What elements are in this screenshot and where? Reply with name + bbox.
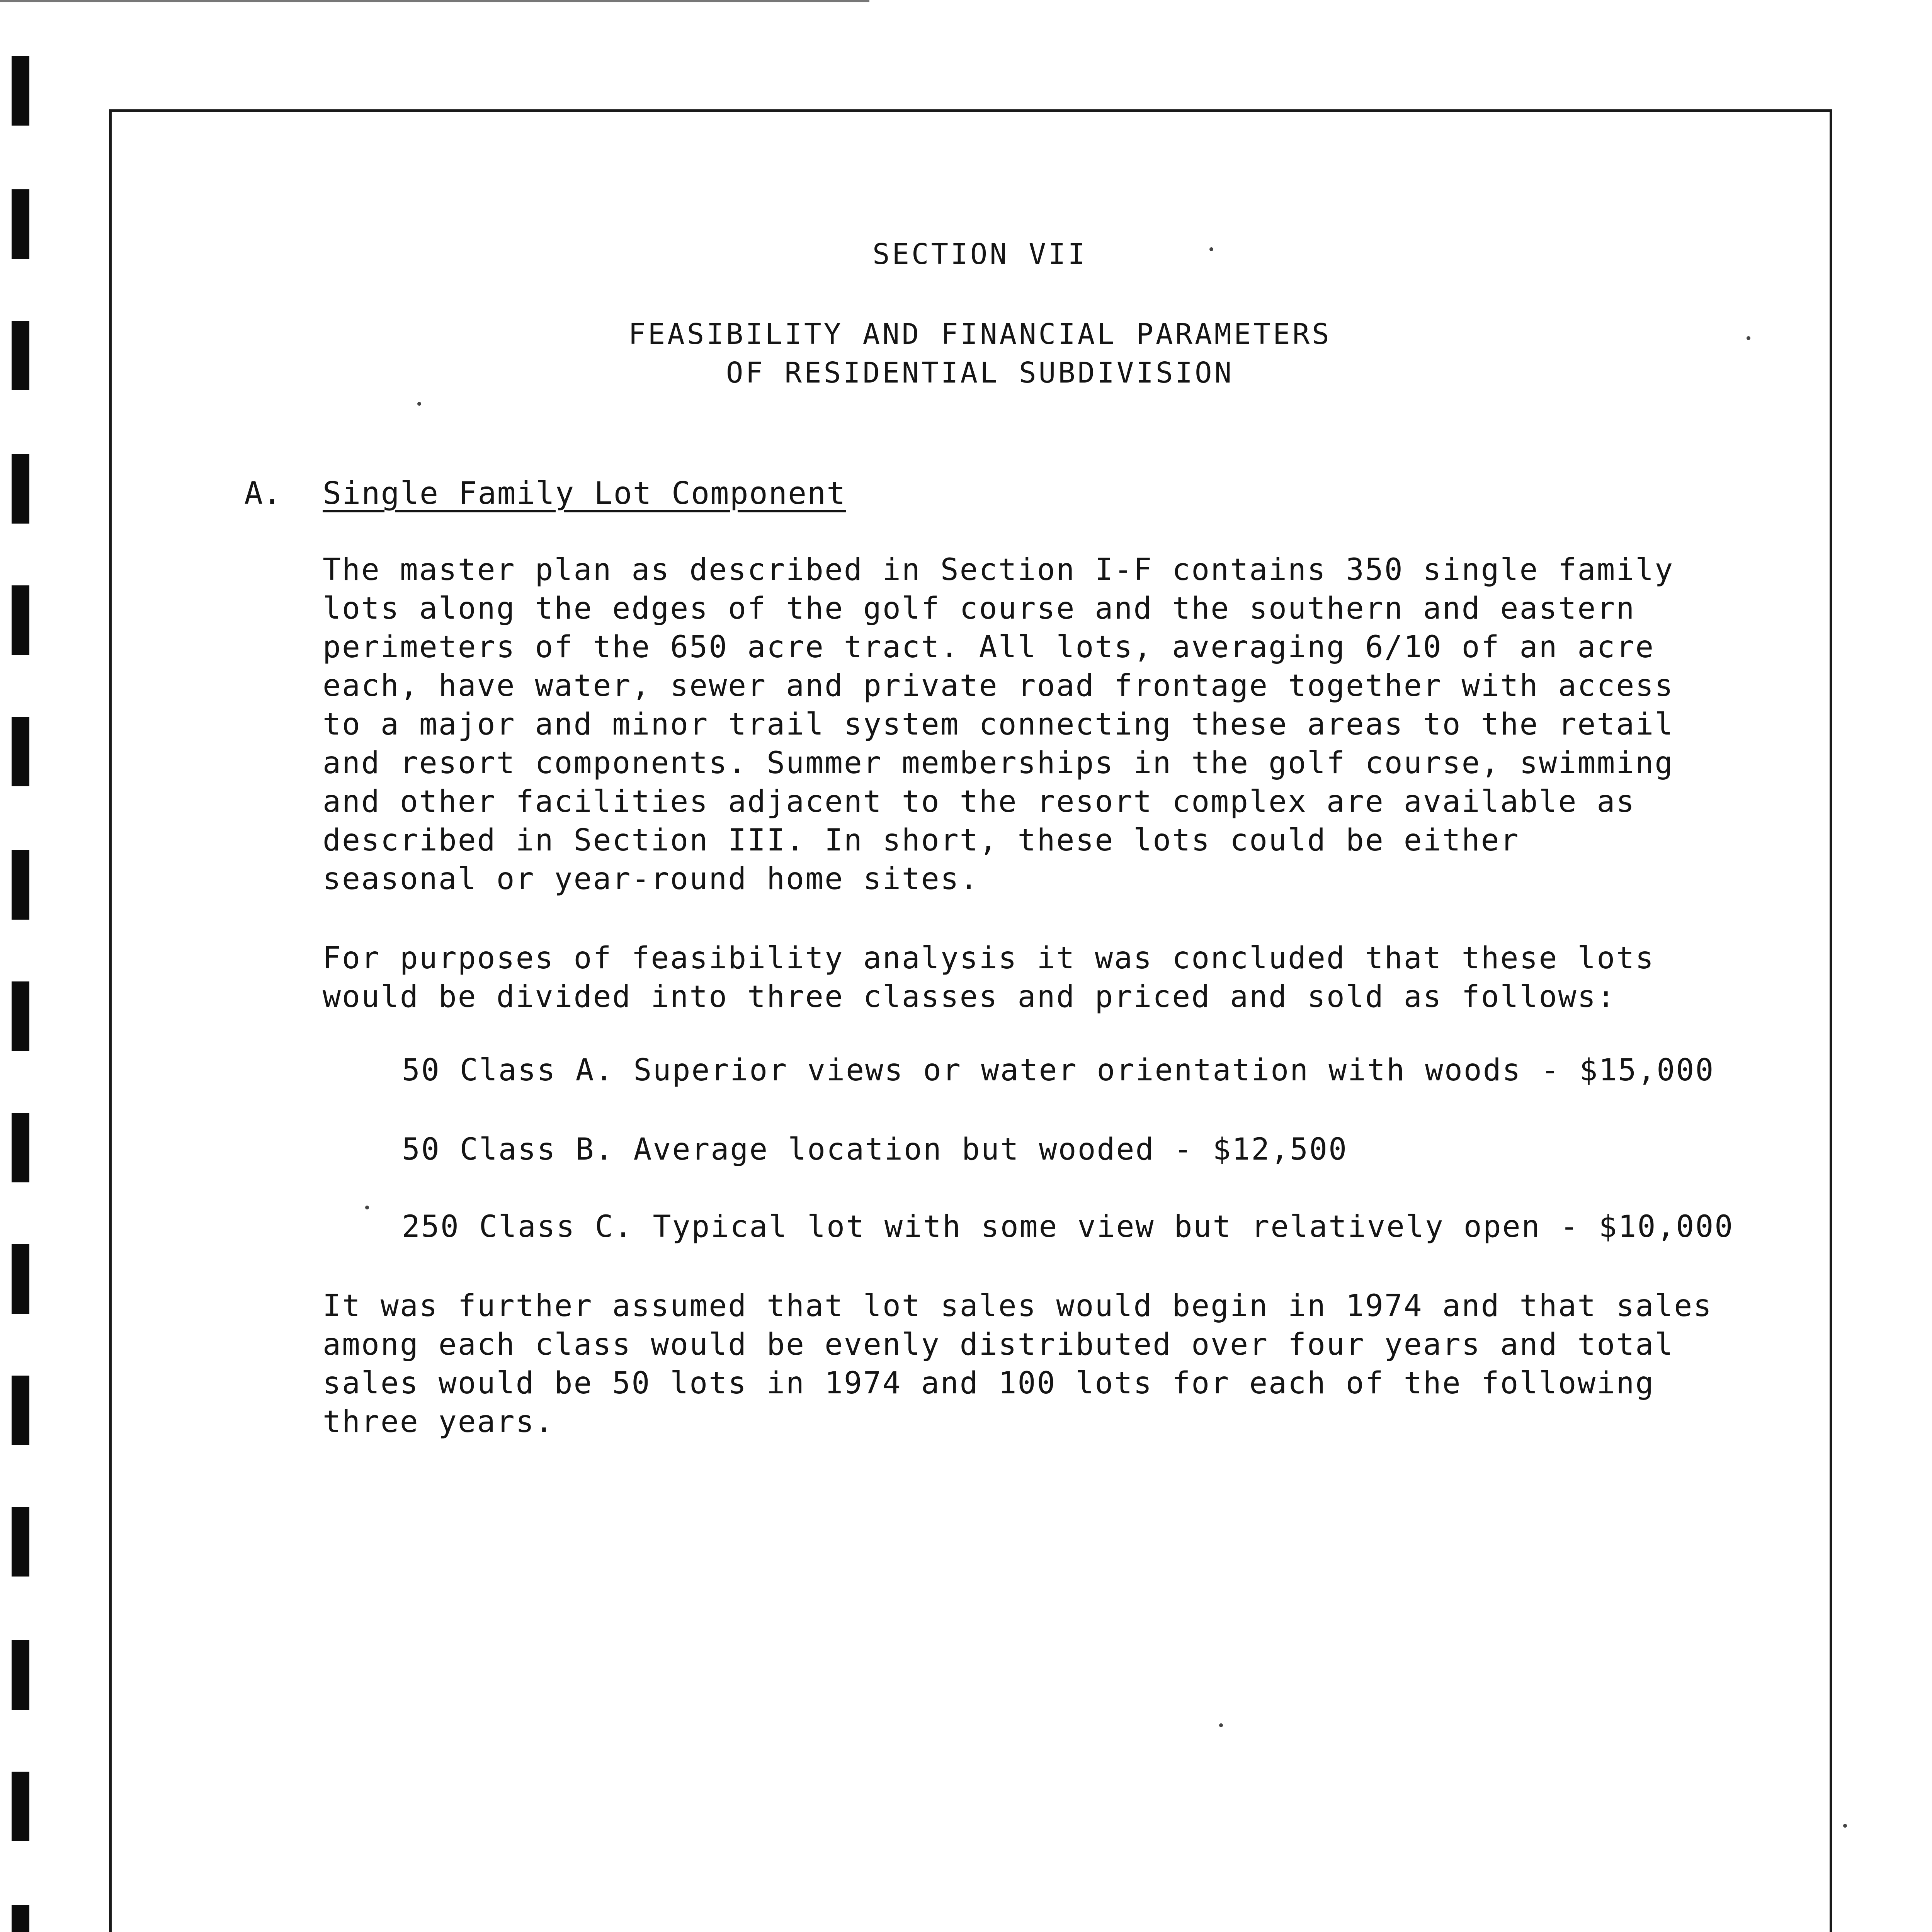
paragraph-line: three years. xyxy=(323,1405,554,1439)
paragraph-line: seasonal or year-round home sites. xyxy=(323,862,979,896)
paragraph-line: among each class would be evenly distributed over four years and total xyxy=(323,1327,1674,1362)
binder-mark xyxy=(12,1905,29,1932)
paragraph-line: and other facilities adjacent to the resort complex are available as xyxy=(323,784,1636,819)
binder-mark xyxy=(12,850,29,920)
lot-class-c: 250 Class C. Typical lot with some view but relatively open - $10,000 xyxy=(402,1209,1734,1244)
paragraph-line: perimeters of the 650 acre tract. All lots, averaging 6/10 of an acre xyxy=(323,630,1655,665)
binder-mark xyxy=(12,1640,29,1710)
binder-mark xyxy=(12,454,29,524)
scan-speck xyxy=(1843,1824,1847,1828)
section-title: SECTION VII xyxy=(872,238,1088,271)
section-heading-line-1: FEASIBILITY AND FINANCIAL PARAMETERS xyxy=(628,318,1332,351)
paragraph-line: For purposes of feasibility analysis it was concluded that these lots xyxy=(323,941,1655,976)
binder-mark xyxy=(12,585,29,655)
binder-mark xyxy=(12,1507,29,1577)
paragraph-line: sales would be 50 lots in 1974 and 100 lots for each of the following xyxy=(323,1366,1655,1401)
section-heading-line-2: OF RESIDENTIAL SUBDIVISION xyxy=(726,356,1234,389)
paragraph-line: described in Section III. In short, these lots could be either xyxy=(323,823,1520,858)
binder-mark xyxy=(12,1376,29,1445)
binder-mark xyxy=(12,717,29,786)
binder-mark xyxy=(12,1244,29,1314)
paragraph-sales-assumption xyxy=(323,1287,1752,1441)
subsection-title: Single Family Lot Component xyxy=(323,475,846,511)
scan-edge-top xyxy=(0,0,869,2)
paragraph-feasibility xyxy=(323,939,1752,1016)
paragraph-line: and resort components. Summer memberships in the golf course, swimming xyxy=(323,746,1674,781)
binder-mark xyxy=(12,56,29,126)
lot-class-b: 50 Class B. Average location but wooded - $12,500 xyxy=(402,1132,1348,1167)
lot-class-a: 50 Class A. Superior views or water orientation with woods - $15,000 xyxy=(402,1053,1715,1088)
binder-mark xyxy=(12,981,29,1051)
paragraph-line: The master plan as described in Section I-F contains 350 single family xyxy=(323,553,1674,587)
paragraph-line: It was further assumed that lot sales would begin in 1974 and that sales xyxy=(323,1289,1713,1323)
paragraph-line: each, have water, sewer and private road frontage together with access xyxy=(323,668,1674,703)
binder-mark xyxy=(12,1772,29,1841)
paragraph-line: lots along the edges of the golf course and the southern and eastern xyxy=(323,591,1636,626)
binder-mark xyxy=(12,1113,29,1182)
paragraph-line: to a major and minor trail system connecting these areas to the retail xyxy=(323,707,1674,742)
subsection-letter: A. xyxy=(244,475,282,511)
paragraph-master-plan xyxy=(323,551,1752,898)
paragraph-line: would be divided into three classes and priced and sold as follows: xyxy=(323,980,1616,1014)
